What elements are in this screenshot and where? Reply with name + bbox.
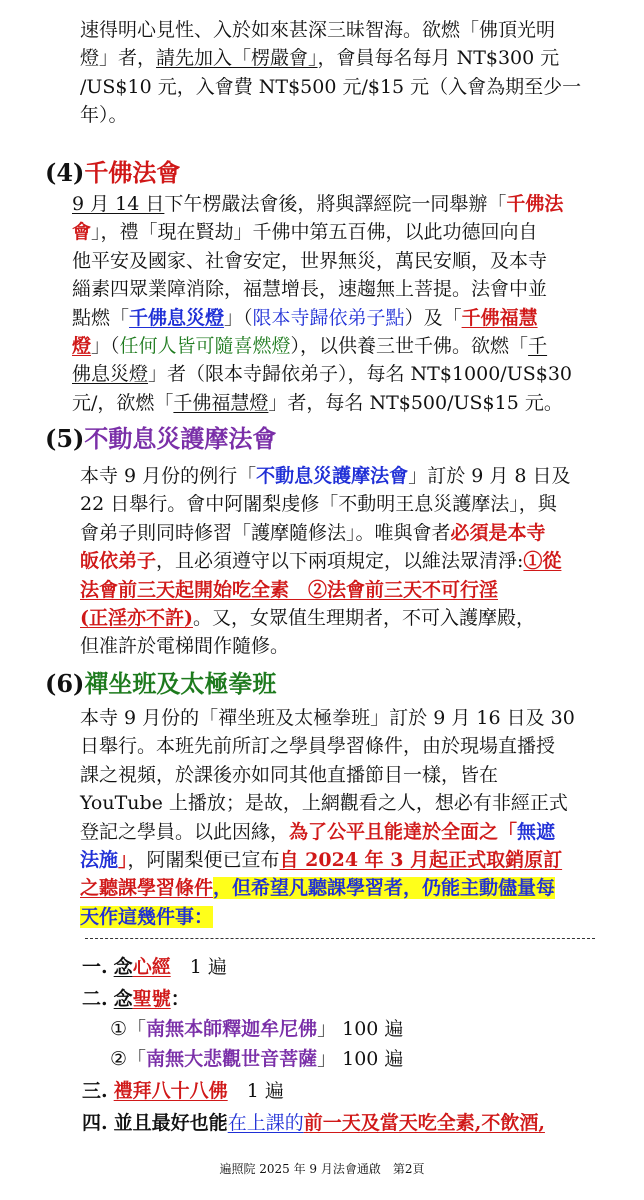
practice-item-4: 四. 並且最好也能在上課的前一天及當天吃全素,不飲酒, xyxy=(82,1112,545,1134)
section-6-heading: (6)禪坐班及太極拳班 xyxy=(45,669,277,698)
practice-item-2-sub-2: ②「南無大悲觀世音菩薩」 100 遍 xyxy=(110,1048,404,1070)
intro-line-1: 速得明心見性、入於如來甚深三昧智海。欲燃「佛頂光明 xyxy=(80,19,556,41)
thousand-buddha-calamity-lamp: 千佛息災燈 xyxy=(129,306,225,329)
practice-item-1: 一. 念心經 1 遍 xyxy=(82,956,227,978)
practice-item-3: 三. 禮拜八十八佛 1 遍 xyxy=(82,1080,284,1102)
section-4-body: 9 月 14 日下午楞嚴法會後，將與譯經院一同舉辦「千佛法 會」，禮「現在賢劫」千佛中第五百佛，以此功德回向自 他平安及國家、社會安定，世界無災，萬民安順，及本寺 緇素四眾業障消除，福慧增長，速趨無上菩提。法會中並 點燃「千佛息災燈」（限本寺歸依弟子點）及「千佛福慧 燈」（任何人皆可隨喜燃燈），以供養三世千佛。欲燃「千 佛息災燈」者（限本寺歸依弟子），每名 NT$1000/US$30 元/，欲燃「千佛福慧燈」者，每名 NT$500/US$15 元。 xyxy=(72,193,572,414)
dashed-divider xyxy=(85,938,595,939)
practice-item-2: 二. 念聖號： xyxy=(82,988,190,1010)
page-footer: 遍照院 2025 年 9 月法會通啟 第2頁 xyxy=(219,1162,425,1176)
intro-line-4: 年）。 xyxy=(80,104,128,127)
section-6-body: 本寺 9 月份的「禪坐班及太極拳班」訂於 9 月 16 日及 30 日舉行。本班先前所訂之學員學習條件，由於現場直播授 課之視頻，於課後亦如同其他直播節目一樣，皆在 YouTube 上播放；是故，上網觀看之人，想必有非經正式 登記之學員。以此因緣，為了公平且能達於全面之「無遮 法施」，阿闍梨便已宣布自 2024 年 3 月起正式取銷原訂 之聽課學習條件，但希望凡聽課學習者，仍能主動儘量每 天作這幾件事： xyxy=(80,707,575,928)
section-5-title: 不動息災護摩法會 xyxy=(84,424,277,453)
section-6-title: 禪坐班及太極拳班 xyxy=(84,669,277,698)
section-4-title: 千佛法會 xyxy=(84,158,181,187)
section-5-body: 本寺 9 月份的例行「不動息災護摩法會」訂於 9 月 8 日及 22 日舉行。會中阿闍梨虔修「不動明王息災護摩法」，與 會弟子則同時修習「護摩隨修法」。唯與會者必須是本寺 皈依弟子，且必須遵守以下兩項規定，以維法眾清淨:①從 法會前三天起開始吃全素 ②法會前三天不可行淫 (正淫亦不許)。又，女眾值生理期者，不可入護摩殿， 但准許於電梯間作隨修。 xyxy=(80,465,571,658)
section-4-heading: (4)千佛法會 xyxy=(45,158,181,187)
practice-item-2-sub-1: ①「南無本師釋迦牟尼佛」 100 遍 xyxy=(110,1018,404,1040)
intro-line-3: /US$10 元，入會費 NT$500 元/$15 元（入會為期至少一 xyxy=(80,75,582,98)
join-shurangama-link-text: 請先加入「楞嚴會」 xyxy=(156,47,318,70)
intro-line-2: 燈」者，請先加入「楞嚴會」，會員每名每月 NT$300 元 xyxy=(80,47,560,70)
date-sep-14: 9 月 14 日 xyxy=(72,193,165,215)
thousand-buddha-fortune-lamp: 千佛福慧 xyxy=(461,306,538,329)
intro-paragraph xyxy=(80,16,581,130)
section-5-heading: (5)不動息災護摩法會 xyxy=(45,424,277,453)
